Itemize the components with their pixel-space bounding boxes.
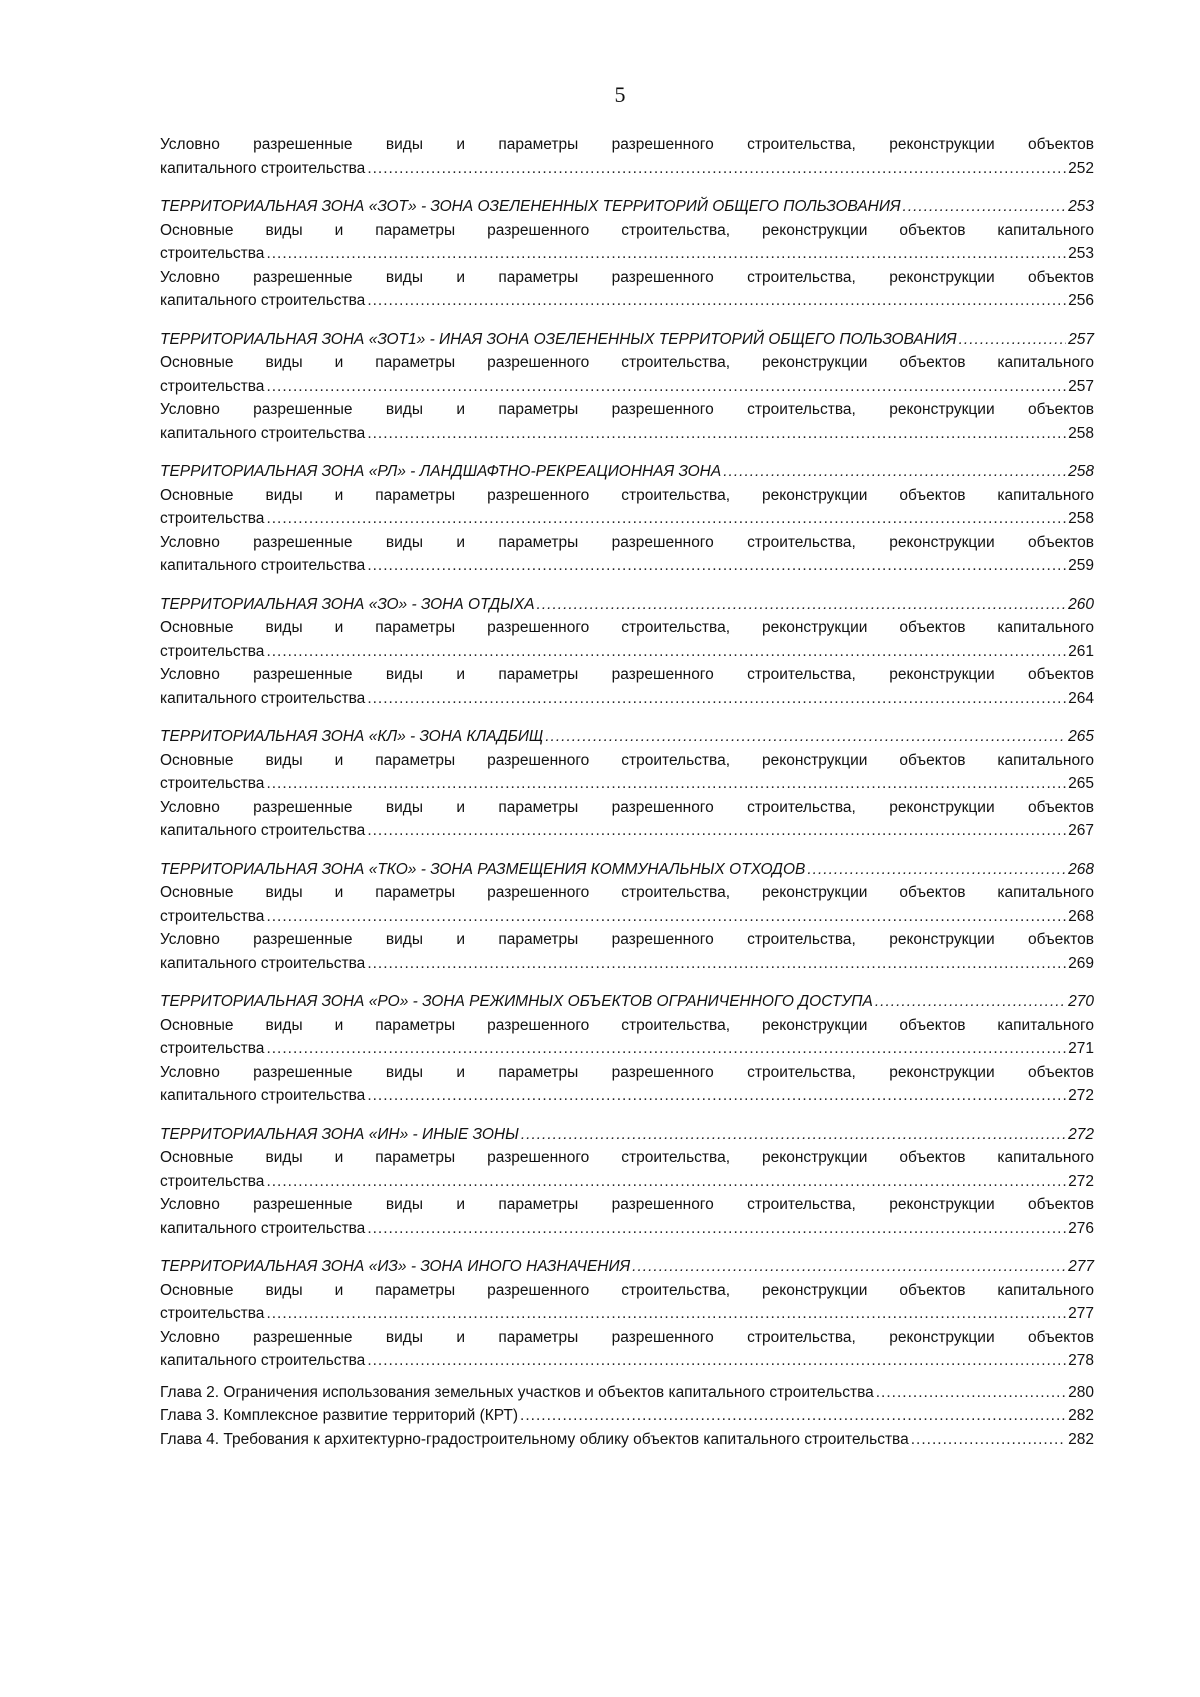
zone-section [160,195,1094,313]
page-number: 5 [614,82,626,107]
zone-section [160,858,1094,976]
main-uses-line1[interactable]: Основные виды и параметры разрешенного строительства, реконструкции объектов капитального [160,354,1094,371]
toc-entry-text: капитального строительства [160,822,366,839]
conditional-uses-line1[interactable]: Условно разрешенные виды и параметры разрешенного строительства, реконструкции объектов [160,268,1094,286]
dot-leader [367,819,1066,837]
conditional-uses-line2[interactable] [160,1217,1094,1241]
dot-leader [632,1255,1066,1273]
toc-page-number: 269 [1068,954,1094,972]
zone-title: ТЕРРИТОРИАЛЬНАЯ ЗОНА «РЛ» - ЛАНДШАФТНО-РЕКРЕАЦИОННАЯ ЗОНА [160,463,722,480]
zone-title: ТЕРРИТОРИАЛЬНАЯ ЗОНА «РО» - ЗОНА РЕЖИМНЫХ ОБЪЕКТОВ ОГРАНИЧЕННОГО ДОСТУПА [160,993,873,1010]
main-uses-line2[interactable] [160,1170,1094,1194]
toc-page-number: 280 [1068,1383,1094,1401]
zone-title: ТЕРРИТОРИАЛЬНАЯ ЗОНА «ИЗ» - ЗОНА ИНОГО НАЗНАЧЕНИЯ [160,1258,631,1275]
toc-page-number: 258 [1068,463,1094,480]
dot-leader [367,952,1066,970]
zone-section [160,990,1094,1108]
conditional-uses-line1[interactable]: Условно разрешенные виды и параметры разрешенного строительства, реконструкции объектов [160,666,1094,683]
dot-leader [266,375,1066,393]
zone-title-entry[interactable] [160,1123,1094,1147]
dot-leader [266,1037,1066,1055]
zone-section [160,1255,1094,1373]
toc-page-number: 267 [1068,822,1094,839]
zone-section [160,1123,1094,1241]
dot-leader [266,242,1066,260]
zone-title-entry[interactable] [160,593,1094,617]
chapter-entry[interactable] [160,1404,1094,1428]
toc-page-number: 264 [1068,689,1094,707]
dot-leader [367,1349,1066,1367]
toc-page-number: 278 [1068,1352,1094,1369]
toc-entry-text: строительства [160,377,265,395]
zone-title: ТЕРРИТОРИАЛЬНАЯ ЗОНА «КЛ» - ЗОНА КЛАДБИЩ [160,728,544,745]
main-uses-line1[interactable]: Основные виды и параметры разрешенного строительства, реконструкции объектов капитального [160,1149,1094,1166]
toc-page-number: 252 [1068,159,1094,177]
conditional-uses-line1[interactable]: Условно разрешенные виды и параметры разрешенного строительства, реконструкции объектов [160,931,1094,948]
zone-title: ТЕРРИТОРИАЛЬНАЯ ЗОНА «ЗОТ» - ЗОНА ОЗЕЛЕНЕННЫХ ТЕРРИТОРИЙ ОБЩЕГО ПОЛЬЗОВАНИЯ [160,198,901,215]
main-uses-line2[interactable] [160,242,1094,266]
dot-leader [911,1428,1066,1446]
conditional-uses-line1[interactable]: Условно разрешенные виды и параметры разрешенного строительства, реконструкции объектов [160,1063,1094,1081]
dot-leader [537,593,1067,611]
toc-page-number: 272 [1068,1125,1094,1143]
zone-title-entry[interactable] [160,1255,1094,1279]
dot-leader [875,990,1066,1008]
zone-section [160,328,1094,446]
zone-title: ТЕРРИТОРИАЛЬНАЯ ЗОНА «ЗОТ1» - ИНАЯ ЗОНА ОЗЕЛЕНЕННЫХ ТЕРРИТОРИЙ ОБЩЕГО ПОЛЬЗОВАНИЯ [160,330,957,348]
chapter-title: Глава 3. Комплексное развитие территорий (КРТ) [160,1407,519,1424]
dot-leader [367,422,1066,440]
dot-leader [266,772,1066,790]
main-uses-line2[interactable] [160,375,1094,399]
toc-page-number: 258 [1068,424,1094,442]
toc-page-number: 257 [1068,377,1094,395]
toc-page-number: 271 [1068,1040,1094,1057]
dot-leader [367,157,1066,175]
toc-page-number: 270 [1068,993,1094,1010]
toc-entry-text: строительства [160,1040,265,1057]
toc-entry-line2[interactable] [160,157,1094,181]
dot-leader [367,289,1066,307]
main-uses-line1[interactable]: Основные виды и параметры разрешенного строительства, реконструкции объектов капитального [160,1016,1094,1034]
zone-title-entry[interactable] [160,460,1094,484]
dot-leader [367,1084,1066,1102]
dot-leader [807,858,1066,876]
zone-sections [160,195,1094,1373]
toc-first-entry [160,133,1094,180]
conditional-uses-line2[interactable] [160,1084,1094,1108]
conditional-uses-line1[interactable]: Условно разрешенные виды и параметры разрешенного строительства, реконструкции объектов [160,1196,1094,1213]
dot-leader [876,1381,1066,1399]
toc-entry-text: капитального строительства [160,424,366,442]
main-uses-line1[interactable]: Основные виды и параметры разрешенного строительства, реконструкции объектов капитального [160,884,1094,901]
conditional-uses-line2[interactable] [160,819,1094,843]
toc-page-number: 277 [1068,1305,1094,1322]
zone-title-entry[interactable] [160,195,1094,219]
conditional-uses-line2[interactable] [160,687,1094,711]
zone-title-entry[interactable] [160,725,1094,749]
table-of-contents [160,133,1094,1451]
main-uses-line1[interactable]: Основные виды и параметры разрешенного строительства, реконструкции объектов капитального [160,1281,1094,1299]
toc-page-number: 265 [1068,728,1094,745]
chapter-entry[interactable] [160,1428,1094,1452]
toc-entry-text: капитального строительства [160,1087,366,1104]
toc-entry-text: строительства [160,510,265,527]
conditional-uses-line1[interactable]: Условно разрешенные виды и параметры разрешенного строительства, реконструкции объектов [160,798,1094,816]
dot-leader [266,1170,1066,1188]
toc-page-number: 258 [1068,510,1094,527]
dot-leader [545,725,1066,743]
toc-page-number: 268 [1068,907,1094,925]
toc-page-number: 260 [1068,595,1094,613]
toc-page-number: 257 [1068,330,1094,348]
toc-page-number: 259 [1068,557,1094,574]
zone-section [160,725,1094,843]
conditional-uses-line2[interactable] [160,952,1094,976]
toc-entry-text: капитального строительства [160,557,366,574]
dot-leader [723,460,1066,478]
main-uses-line2[interactable] [160,1302,1094,1326]
toc-page-number: 272 [1068,1172,1094,1190]
toc-entry-text: капитального строительства [160,1352,366,1369]
toc-entry-text: строительства [160,775,265,792]
conditional-uses-line2[interactable] [160,422,1094,446]
conditional-uses-line2[interactable] [160,1349,1094,1373]
toc-entry-line1[interactable]: Условно разрешенные виды и параметры разрешенного строительства, реконструкции объектов [160,136,1094,153]
main-uses-line2[interactable] [160,1037,1094,1061]
dot-leader [367,687,1066,705]
toc-page-number: 276 [1068,1219,1094,1237]
chapter-title: Глава 4. Требования к архитектурно-градостроительному облику объектов капитального строительства [160,1430,909,1448]
main-uses-line2[interactable] [160,640,1094,664]
conditional-uses-line1[interactable]: Условно разрешенные виды и параметры разрешенного строительства, реконструкции объектов [160,401,1094,418]
toc-page-number: 253 [1068,245,1094,262]
dot-leader [266,640,1066,658]
zone-title-entry[interactable] [160,328,1094,352]
toc-page-number: 277 [1068,1258,1094,1275]
dot-leader [903,195,1067,213]
chapter-title: Глава 2. Ограничения использования земельных участков и объектов капитального строительства [160,1383,874,1401]
toc-page-number: 265 [1068,775,1094,792]
chapter-entry[interactable] [160,1381,1094,1405]
toc-page-number: 282 [1068,1430,1094,1448]
toc-entry-text: капитального строительства [160,1219,366,1237]
toc-entry-text: строительства [160,1172,265,1190]
dot-leader [521,1123,1066,1141]
dot-leader [266,905,1066,923]
main-uses-line2[interactable] [160,507,1094,531]
zone-title-entry[interactable] [160,858,1094,882]
toc-page-number: 282 [1068,1407,1094,1424]
dot-leader [959,328,1067,346]
dot-leader [367,1217,1066,1235]
toc-entry-text: капитального строительства [160,689,366,707]
zone-title: ТЕРРИТОРИАЛЬНАЯ ЗОНА «ТКО» - ЗОНА РАЗМЕЩЕНИЯ КОММУНАЛЬНЫХ ОТХОДОВ [160,860,806,878]
conditional-uses-line2[interactable] [160,289,1094,313]
chapter-list [160,1381,1094,1452]
zone-section [160,460,1094,578]
conditional-uses-line2[interactable] [160,554,1094,578]
toc-page-number: 272 [1068,1087,1094,1104]
zone-title: ТЕРРИТОРИАЛЬНАЯ ЗОНА «ЗО» - ЗОНА ОТДЫХА [160,595,535,613]
main-uses-line2[interactable] [160,772,1094,796]
toc-entry-text: капитального строительства [160,292,366,309]
toc-page-number: 256 [1068,292,1094,309]
main-uses-line1[interactable]: Основные виды и параметры разрешенного строительства, реконструкции объектов капитального [160,619,1094,636]
toc-page-number: 253 [1068,198,1094,215]
toc-entry-text: капитального строительства [160,159,366,177]
conditional-uses-line1[interactable]: Условно разрешенные виды и параметры разрешенного строительства, реконструкции объектов [160,533,1094,551]
dot-leader [520,1404,1066,1422]
zone-title: ТЕРРИТОРИАЛЬНАЯ ЗОНА «ИН» - ИНЫЕ ЗОНЫ [160,1125,519,1143]
main-uses-line1[interactable]: Основные виды и параметры разрешенного строительства, реконструкции объектов капитального [160,486,1094,504]
main-uses-line1[interactable]: Основные виды и параметры разрешенного строительства, реконструкции объектов капитального [160,221,1094,239]
toc-entry-text: строительства [160,1305,265,1322]
toc-page-number: 261 [1068,642,1094,660]
dot-leader [266,1302,1066,1320]
zone-section [160,593,1094,711]
dot-leader [367,554,1066,572]
zone-title-entry[interactable] [160,990,1094,1014]
main-uses-line2[interactable] [160,905,1094,929]
toc-page-number: 268 [1068,860,1094,878]
toc-entry-text: капитального строительства [160,954,366,972]
toc-entry-text: строительства [160,907,265,925]
toc-entry-text: строительства [160,245,265,262]
dot-leader [266,507,1066,525]
conditional-uses-line1[interactable]: Условно разрешенные виды и параметры разрешенного строительства, реконструкции объектов [160,1328,1094,1346]
main-uses-line1[interactable]: Основные виды и параметры разрешенного строительства, реконструкции объектов капитального [160,751,1094,769]
toc-entry-text: строительства [160,642,265,660]
